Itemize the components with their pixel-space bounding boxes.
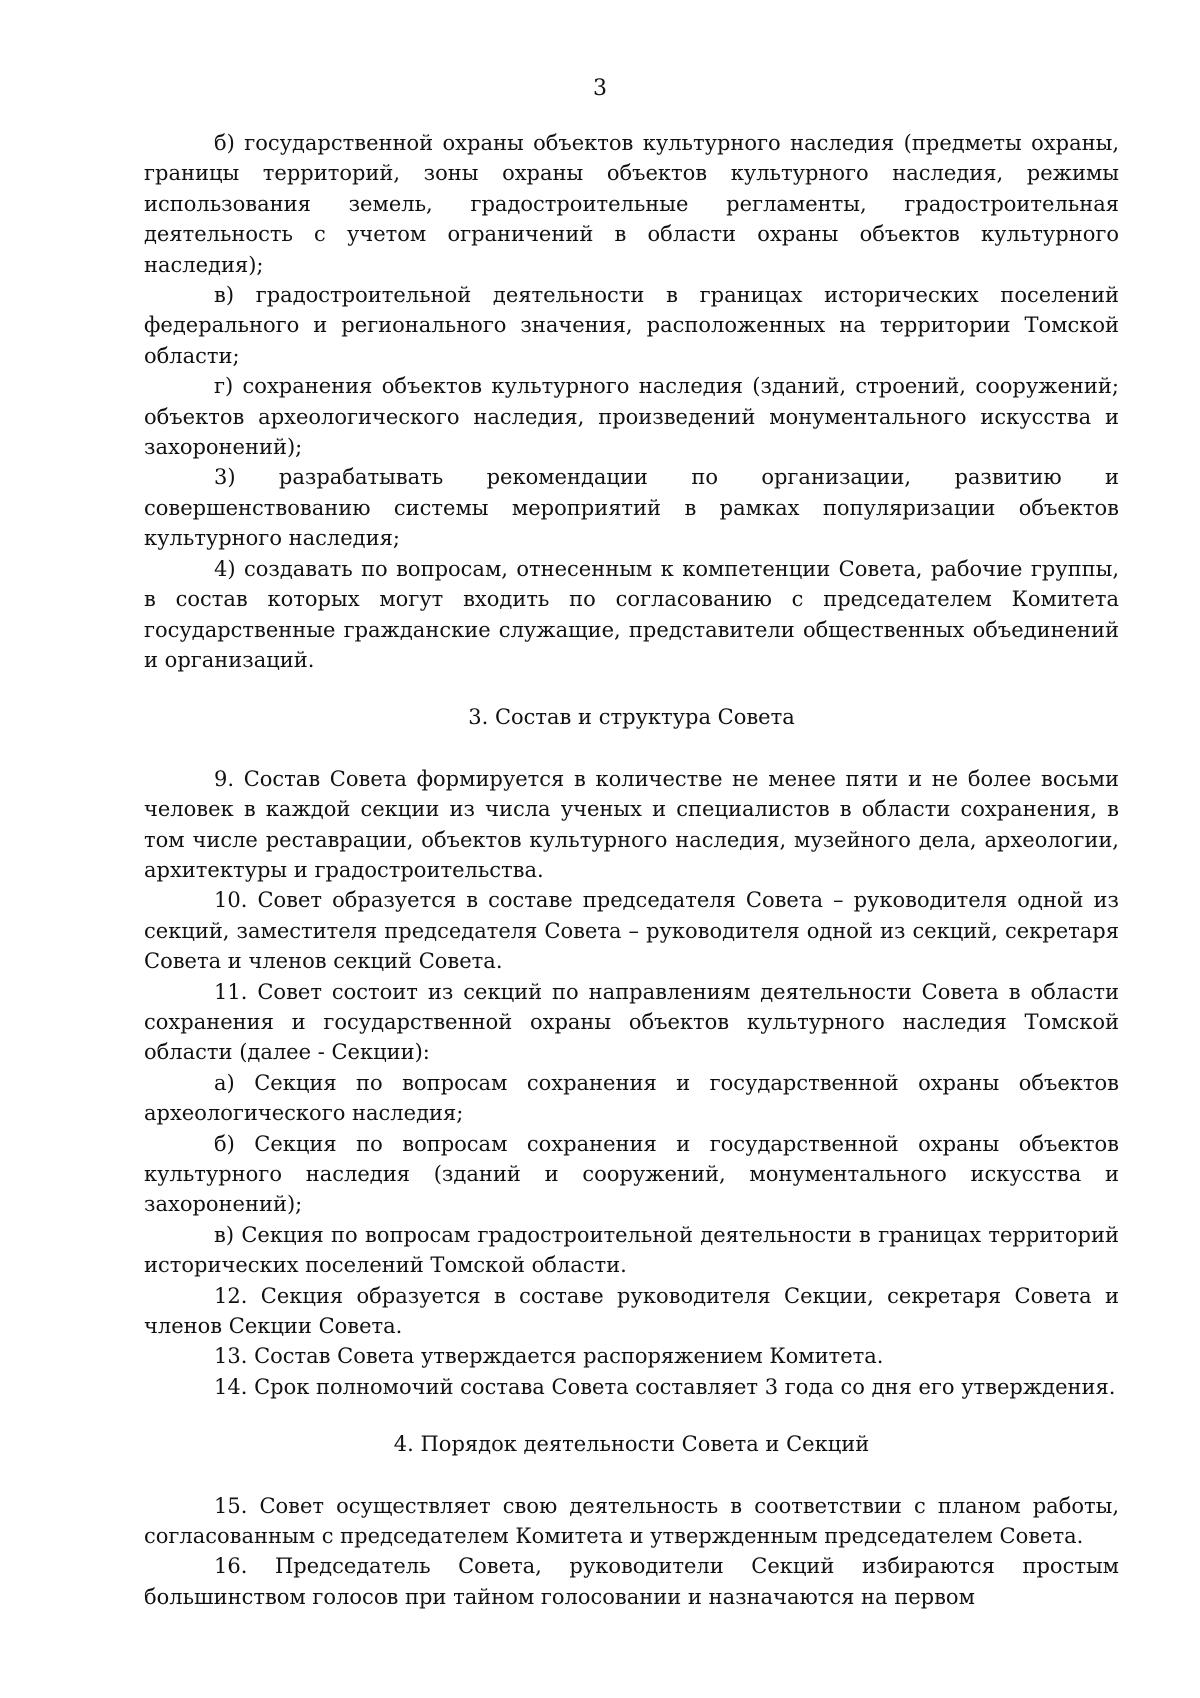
paragraph: 13. Состав Совета утверждается распоряжением Комитета. [214,1344,884,1369]
paragraph: 10. Совет образуется в составе председателя Совета – руководителя одной из секций, заместителя председателя Совета – руководителя одной из секций, секретаря Совета и членов секций Совета. [144,888,1119,974]
section-heading: 3. Состав и структура Совета [468,705,795,730]
paragraph: 3) разрабатывать рекомендации по организации, развитию и совершенствованию системы мероприятий в рамках популяризации объектов культурного наследия; [144,465,1119,551]
paragraph: 14. Срок полномочий состава Совета составляет 3 года со дня его утверждения. [214,1374,1116,1399]
page-number: 3 [593,76,607,101]
paragraph: 16. Председатель Совета, руководители Секций избираются простым большинством голосов при тайном голосовании и назначаются на первом [144,1554,1119,1609]
paragraph: б) Секция по вопросам сохранения и государственной охраны объектов культурного наследия (зданий и сооружений, монументального искусства и захоронений); [144,1131,1119,1217]
section-heading: 4. Порядок деятельности Совета и Секций [393,1432,870,1457]
paragraph: 15. Совет осуществляет свою деятельность в соответствии с планом работы, согласованным с председателем Комитета и утвержденным председателем Совета. [144,1493,1119,1549]
paragraph: в) Секция по вопросам градостроительной деятельности в границах территорий исторических поселений Томской области. [144,1222,1119,1278]
paragraph: 12. Секция образуется в составе руководителя Секции, секретаря Совета и членов Секции Совета. [144,1283,1119,1339]
paragraph: 11. Совет состоит из секций по направлениям деятельности Совета в области сохранения и государственной охраны объектов культурного наследия Томской области (далее - Секции): [144,979,1119,1065]
paragraph: г) сохранения объектов культурного наследия (зданий, строений, сооружений; объектов археологического наследия, произведений монументального искусства и захоронений); [144,374,1119,460]
document-body [144,128,1119,1612]
paragraph: 4) создавать по вопросам, отнесенным к компетенции Совета, рабочие группы, в состав которых могут входить по согласованию с председателем Комитета государственные гражданские служащие, представители общественных объединений и организаций. [144,556,1119,672]
paragraph: а) Секция по вопросам сохранения и государственной охраны объектов археологического наследия; [144,1070,1119,1126]
paragraph: 9. Состав Совета формируется в количестве не менее пяти и не более восьми человек в каждой секции из числа ученых и специалистов в области сохранения, в том числе реставрации, объектов культурного наследия, музейного дела, археологии, архитектуры и градостроительства. [144,766,1119,882]
paragraph: в) градостроительной деятельности в границах исторических поселений федерального и регионального значения, расположенных на территории Томской области; [144,283,1119,368]
paragraph: б) государственной охраны объектов культурного наследия (предметы охраны, границы территорий, зоны охраны объектов культурного наследия, режимы использования земель, градостроительные регламенты, градостроительная деятельность с учетом ограничений в области охраны объектов культурного наследия); [144,131,1119,277]
